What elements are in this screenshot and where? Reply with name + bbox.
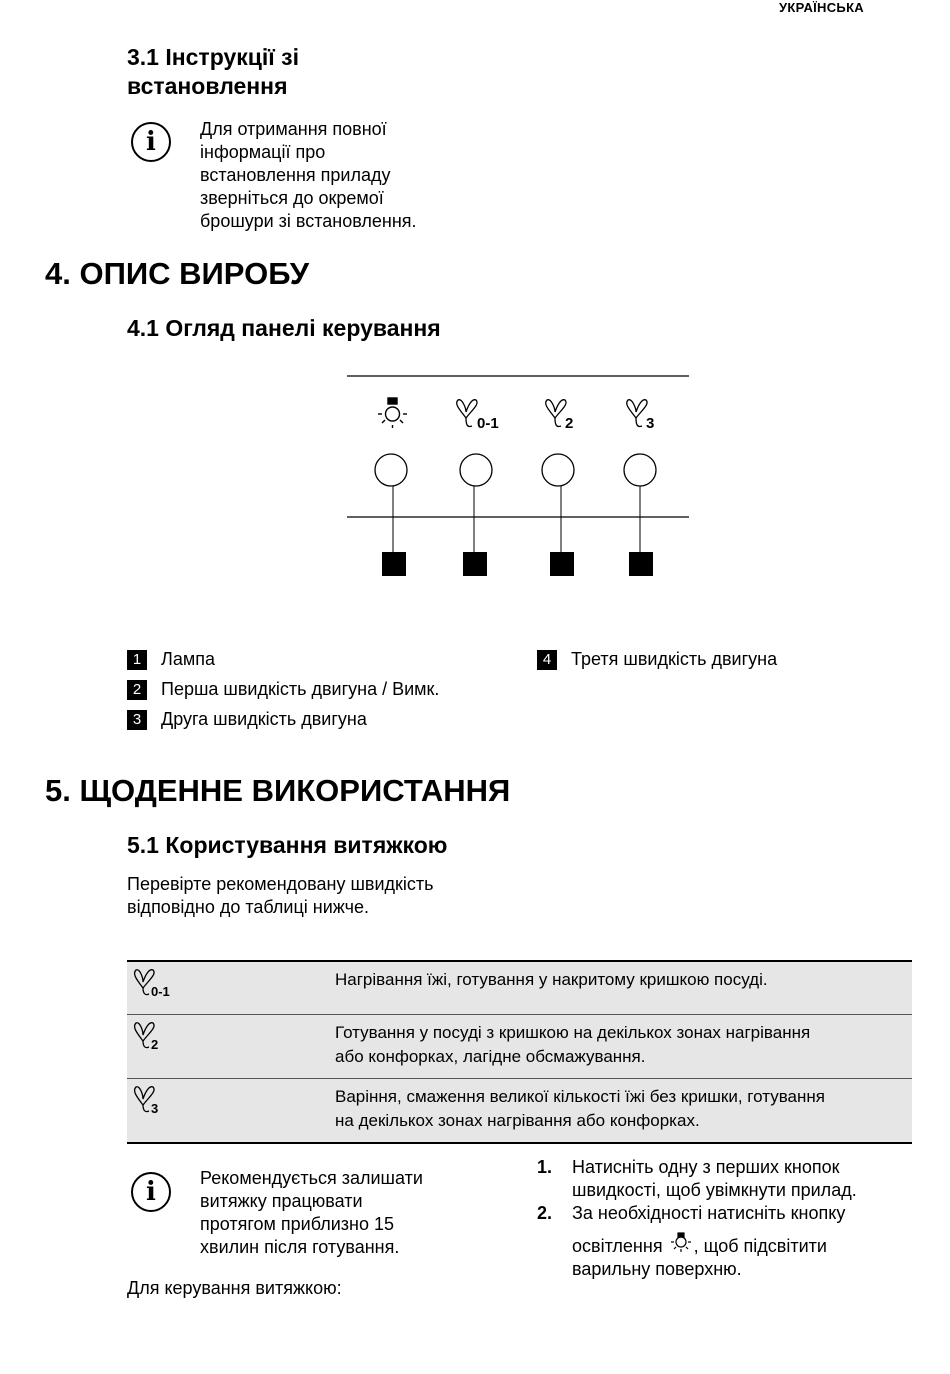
speed-value: 0-1 (151, 984, 170, 998)
legend-number: 2 (127, 680, 147, 700)
legend-text: Третя швидкість двигуна (571, 649, 778, 669)
section-5-title: 5. ЩОДЕННЕ ВИКОРИСТАННЯ (45, 773, 511, 808)
legend-number: 1 (127, 650, 147, 670)
speed-description (327, 1079, 912, 1144)
speed-description (327, 961, 912, 1015)
legend-text: Лампа (161, 649, 215, 669)
description-line: або конфорках, лагідне обсмажування. (335, 1047, 646, 1066)
section-4-1-title: 4.1 Огляд панелі керування (127, 315, 441, 341)
step-line: швидкості, щоб увімкнути прилад. (572, 1180, 857, 1200)
speed-label-0-1: 0-1 (477, 415, 499, 432)
section-3-1-title-line2: встановлення (127, 73, 288, 99)
speed-icon-cell (127, 961, 327, 1015)
intro-line: відповідно до таблиці нижче. (127, 897, 369, 917)
note-line: витяжку працювати (200, 1191, 363, 1211)
step-number: 1. (537, 1157, 553, 1177)
callout-marker-2 (463, 552, 487, 576)
description-line: на декількох зонах нагрівання або конфорках. (335, 1111, 700, 1130)
info-line: Для отримання повної (200, 119, 387, 139)
speed-label-3: 3 (646, 415, 655, 432)
info-line: брошури зі встановлення. (200, 211, 417, 231)
description-line: Нагрівання їжі, готування у накритому кришкою посуді. (335, 970, 768, 989)
section-4-title: 4. ОПИС ВИРОБУ (45, 256, 309, 291)
legend-number: 3 (127, 710, 147, 730)
step-number: 2. (537, 1203, 553, 1223)
fan-icon (133, 1021, 183, 1051)
callout-marker-1 (382, 552, 406, 576)
speed-description (327, 1015, 912, 1079)
info-line: зверніться до окремої (200, 188, 384, 208)
note-line: Рекомендується залишати (200, 1168, 423, 1188)
step-item (537, 1156, 937, 1202)
table-row (127, 961, 912, 1015)
callout-marker-4 (629, 552, 653, 576)
control-instruction-lead: Для керування витяжкою: (127, 1278, 342, 1298)
section-5-1-title: 5.1 Користування витяжкою (127, 832, 448, 858)
legend-number: 4 (537, 650, 557, 670)
fan-icon (133, 1085, 183, 1115)
speed-label-2: 2 (565, 415, 574, 432)
fan-icon (457, 400, 477, 427)
step-line: За необхідності натисніть кнопку (572, 1203, 846, 1223)
note-line: хвилин після готування. (200, 1237, 400, 1257)
speed-icon-cell (127, 1079, 327, 1144)
legend-item (537, 648, 777, 670)
info-line: інформації про (200, 142, 326, 162)
legend-text: Перша швидкість двигуна / Вимк. (161, 679, 440, 699)
recommendation-note (200, 1167, 423, 1259)
lamp-button (375, 454, 407, 486)
info-icon: i (131, 122, 171, 162)
fan-icon (546, 400, 566, 427)
legend-item (127, 648, 215, 670)
speed-value: 3 (151, 1101, 159, 1115)
installation-info-note (200, 118, 417, 233)
section-3-1-title-line1: 3.1 Інструкції зі (127, 44, 299, 70)
legend-item (127, 708, 367, 730)
legend-item (127, 678, 439, 700)
info-line: встановлення приладу (200, 165, 391, 185)
control-panel-diagram (340, 370, 700, 590)
lamp-icon (378, 398, 407, 428)
table-row (127, 1079, 912, 1144)
step-item (537, 1202, 937, 1281)
step-line: варильну поверхню. (572, 1259, 742, 1279)
speed-1-button (460, 454, 492, 486)
step-line (572, 1232, 937, 1258)
info-icon: i (131, 1172, 171, 1212)
section-3-1-title (127, 43, 299, 101)
legend-text: Друга швидкість двигуна (161, 709, 367, 729)
step-text: , щоб підсвітити (693, 1236, 827, 1256)
callout-marker-3 (550, 552, 574, 576)
speed-table (127, 960, 912, 1144)
description-line: Готування у посуді з кришкою на декількох зонах нагрівання (335, 1023, 811, 1042)
intro-line: Перевірте рекомендовану швидкість (127, 874, 434, 894)
steps-list (537, 1156, 937, 1281)
speed-icon-cell (127, 1015, 327, 1079)
table-row (127, 1015, 912, 1079)
note-line: протягом приблизно 15 (200, 1214, 395, 1234)
speed-2-button (542, 454, 574, 486)
lamp-icon (668, 1232, 694, 1254)
fan-icon (627, 400, 647, 427)
step-text: освітлення (572, 1236, 663, 1256)
description-line: Варіння, смаження великої кількості їжі без кришки, готування (335, 1087, 825, 1106)
step-line: Натисніть одну з перших кнопок (572, 1157, 840, 1177)
section-5-1-intro (127, 873, 434, 919)
language-label: УКРАЇНСЬКА (779, 0, 864, 15)
fan-icon (133, 968, 183, 998)
speed-3-button (624, 454, 656, 486)
speed-value: 2 (151, 1037, 159, 1051)
